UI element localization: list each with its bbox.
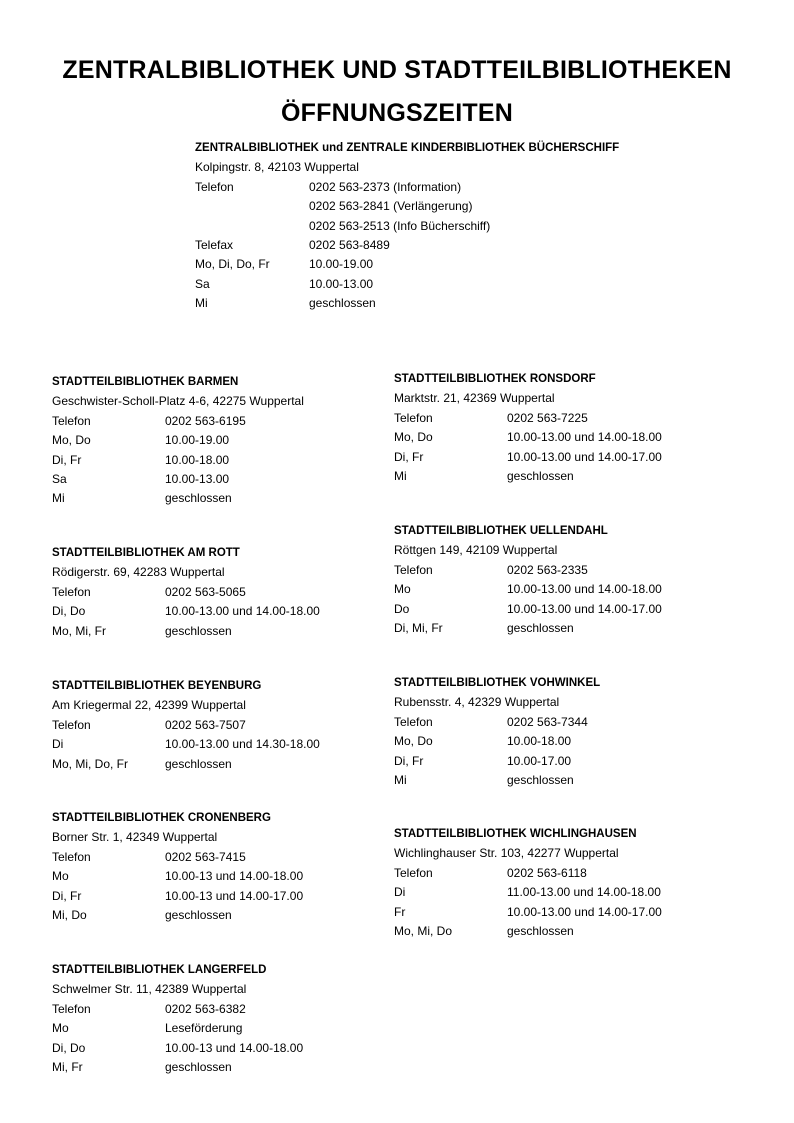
- library-address: Geschwister-Scholl-Platz 4-6, 42275 Wuppertal: [52, 394, 304, 409]
- hours-row: [195, 275, 619, 294]
- row-label: Telefon: [52, 717, 91, 732]
- hours-row: [52, 867, 303, 886]
- hours-row: [394, 448, 662, 467]
- row-label: Di, Do: [52, 604, 86, 619]
- row-value: 0202 563-2335: [507, 562, 588, 577]
- hours-row: [394, 561, 662, 580]
- library-heading: ZENTRALBIBLIOTHEK und ZENTRALE KINDERBIBLIOTHEK BÜCHERSCHIFF: [195, 142, 620, 154]
- hours-row: [52, 583, 320, 602]
- hours-row: [52, 716, 320, 735]
- row-value: 0202 563-6118: [507, 865, 587, 880]
- hours-row: [195, 178, 619, 197]
- hours-row: [52, 848, 303, 867]
- library-heading: STADTTEILBIBLIOTHEK BARMEN: [52, 376, 239, 388]
- row-value: 10.00-13.00: [309, 276, 374, 291]
- row-value: 10.00-13.00 und 14.00-17.00: [507, 904, 662, 919]
- row-label: Mi: [52, 491, 65, 506]
- library-block-zentralbibliothek: [195, 139, 619, 314]
- hours-row: [394, 713, 600, 732]
- row-value: geschlossen: [507, 773, 574, 788]
- hours-row: [394, 732, 600, 751]
- row-value: geschlossen: [165, 623, 232, 638]
- row-label: Mi, Do: [52, 908, 87, 923]
- library-block-langerfeld: [52, 961, 303, 1077]
- row-value: geschlossen: [309, 296, 376, 311]
- row-value: geschlossen: [507, 469, 574, 484]
- row-label: Telefon: [394, 714, 433, 729]
- hours-row: [195, 255, 619, 274]
- row-label: Fr: [394, 904, 406, 919]
- hours-row: [394, 922, 662, 941]
- library-block-barmen: [52, 373, 304, 509]
- row-value: 10.00-17.00: [507, 753, 572, 768]
- library-block-cronenberg: [52, 809, 303, 925]
- row-value: 10.00-13.00 und 14.00-18.00: [165, 604, 320, 619]
- row-value: Leseförderung: [165, 1021, 243, 1036]
- hours-row: [52, 755, 320, 774]
- row-label: Telefon: [52, 413, 91, 428]
- row-value: 0202 563-2841 (Verlängerung): [309, 199, 473, 214]
- hours-row: [52, 451, 304, 470]
- row-label: Telefon: [52, 849, 91, 864]
- row-value: 10.00-13.00 und 14.00-18.00: [507, 430, 662, 445]
- hours-row: [52, 489, 304, 508]
- hours-row: [52, 1039, 303, 1058]
- hours-row: [394, 883, 662, 902]
- row-label: Mo, Mi, Fr: [52, 623, 106, 638]
- hours-row: [52, 735, 320, 754]
- library-block-beyenburg: [52, 677, 320, 774]
- hours-row: [52, 1019, 303, 1038]
- library-address: Marktstr. 21, 42369 Wuppertal: [394, 391, 555, 406]
- row-label: Telefax: [195, 238, 234, 253]
- row-value: 10.00-13 und 14.00-18.00: [165, 1040, 304, 1055]
- row-value: 10.00-13.00: [165, 472, 230, 487]
- row-value: 0202 563-7507: [165, 717, 246, 732]
- row-value: 10.00-19.00: [309, 257, 374, 272]
- row-label: Mo, Do: [394, 734, 433, 749]
- row-value: geschlossen: [165, 491, 232, 506]
- hours-row: [195, 294, 619, 313]
- row-value: 0202 563-7225: [507, 410, 588, 425]
- library-address: Borner Str. 1, 42349 Wuppertal: [52, 830, 218, 845]
- hours-row: [394, 864, 662, 883]
- row-label: Mo, Do: [52, 433, 91, 448]
- row-value: 11.00-13.00 und 14.00-18.00: [507, 885, 661, 900]
- row-value: 10.00-13.00 und 14.00-18.00: [507, 582, 662, 597]
- row-label: Di, Fr: [52, 452, 82, 467]
- row-label: Mi: [195, 296, 208, 311]
- row-value: 10.00-13 und 14.00-17.00: [165, 888, 304, 903]
- library-heading: STADTTEILBIBLIOTHEK BEYENBURG: [52, 680, 262, 692]
- page-subtitle: ÖFFNUNGSZEITEN: [281, 99, 513, 127]
- row-value: 10.00-13.00 und 14.00-17.00: [507, 449, 662, 464]
- hours-row: [195, 197, 619, 216]
- row-label: Telefon: [52, 1001, 91, 1016]
- library-heading: STADTTEILBIBLIOTHEK WICHLINGHAUSEN: [394, 828, 637, 840]
- library-heading: STADTTEILBIBLIOTHEK CRONENBERG: [52, 812, 271, 824]
- hours-row: [394, 428, 662, 447]
- row-label: Di, Fr: [394, 449, 424, 464]
- row-value: 10.00-18.00: [165, 452, 230, 467]
- hours-row: [52, 906, 303, 925]
- row-label: Telefon: [394, 865, 433, 880]
- row-value: 0202 563-7344: [507, 714, 588, 729]
- hours-row: [52, 622, 320, 641]
- row-label: Di: [394, 885, 406, 900]
- row-label: Do: [394, 601, 410, 616]
- library-heading: STADTTEILBIBLIOTHEK UELLENDAHL: [394, 525, 608, 537]
- row-value: geschlossen: [165, 1060, 232, 1075]
- row-value: 0202 563-8489: [309, 238, 390, 253]
- page-title: ZENTRALBIBLIOTHEK UND STADTTEILBIBLIOTHEKEN: [62, 56, 732, 84]
- hours-row: [394, 409, 662, 428]
- row-value: geschlossen: [507, 621, 574, 636]
- row-label: Mo: [394, 582, 411, 597]
- hours-row: [52, 602, 320, 621]
- library-heading: STADTTEILBIBLIOTHEK RONSDORF: [394, 373, 596, 385]
- hours-row: [52, 431, 304, 450]
- library-heading: STADTTEILBIBLIOTHEK VOHWINKEL: [394, 677, 601, 689]
- library-block-wichlinghausen: [394, 825, 662, 941]
- row-label: Mi: [394, 469, 407, 484]
- row-label: Telefon: [52, 584, 91, 599]
- row-label: Sa: [52, 472, 67, 487]
- row-label: Di: [52, 737, 64, 752]
- library-address: Kolpingstr. 8, 42103 Wuppertal: [195, 160, 359, 175]
- hours-row: [394, 580, 662, 599]
- library-heading: STADTTEILBIBLIOTHEK AM ROTT: [52, 547, 240, 559]
- hours-row: [52, 412, 304, 431]
- library-block-ronsdorf: [394, 370, 662, 486]
- row-label: Mo, Mi, Do, Fr: [52, 756, 129, 771]
- row-label: Mo: [52, 869, 69, 884]
- row-label: Di, Fr: [52, 888, 82, 903]
- row-label: Telefon: [195, 179, 234, 194]
- library-address: Röttgen 149, 42109 Wuppertal: [394, 543, 558, 558]
- hours-row: [394, 619, 662, 638]
- row-value: geschlossen: [507, 924, 574, 939]
- row-value: 0202 563-2373 (Information): [309, 179, 462, 194]
- row-label: Mi, Fr: [52, 1060, 83, 1075]
- row-value: 10.00-19.00: [165, 433, 230, 448]
- row-label: Di, Do: [52, 1040, 86, 1055]
- hours-row: [195, 236, 619, 255]
- hours-row: [52, 1058, 303, 1077]
- library-address: Rödigerstr. 69, 42283 Wuppertal: [52, 565, 225, 580]
- row-value: 0202 563-7415: [165, 849, 246, 864]
- library-block-uellendahl: [394, 522, 662, 638]
- hours-row: [52, 887, 303, 906]
- row-label: Sa: [195, 276, 210, 291]
- row-value: 10.00-13 und 14.00-18.00: [165, 869, 304, 884]
- row-label: Mi: [394, 773, 407, 788]
- library-address: Schwelmer Str. 11, 42389 Wuppertal: [52, 982, 247, 997]
- row-value: 10.00-18.00: [507, 734, 572, 749]
- library-heading: STADTTEILBIBLIOTHEK LANGERFELD: [52, 964, 267, 976]
- hours-row: [394, 771, 600, 790]
- library-block-vohwinkel: [394, 674, 600, 790]
- library-address: Rubensstr. 4, 42329 Wuppertal: [394, 695, 560, 710]
- row-value: 0202 563-6195: [165, 413, 246, 428]
- library-block-am-rott: [52, 544, 320, 641]
- hours-row: [394, 903, 662, 922]
- row-value: 10.00-13.00 und 14.30-18.00: [165, 737, 320, 752]
- row-value: geschlossen: [165, 756, 232, 771]
- library-address: Am Kriegermal 22, 42399 Wuppertal: [52, 698, 246, 713]
- row-value: 0202 563-6382: [165, 1001, 246, 1016]
- row-value: 0202 563-2513 (Info Bücherschiff): [309, 218, 491, 233]
- row-label: Telefon: [394, 410, 433, 425]
- row-label: Mo, Mi, Do: [394, 924, 453, 939]
- row-label: Mo, Di, Do, Fr: [195, 257, 270, 272]
- row-label: Mo: [52, 1021, 69, 1036]
- row-label: Di, Mi, Fr: [394, 621, 443, 636]
- hours-row: [195, 217, 619, 236]
- hours-row: [52, 470, 304, 489]
- hours-row: [394, 752, 600, 771]
- row-value: 10.00-13.00 und 14.00-17.00: [507, 601, 662, 616]
- hours-row: [394, 467, 662, 486]
- row-label: Mo, Do: [394, 430, 433, 445]
- hours-row: [394, 600, 662, 619]
- library-address: Wichlinghauser Str. 103, 42277 Wuppertal: [394, 846, 619, 861]
- row-label: Telefon: [394, 562, 433, 577]
- row-value: geschlossen: [165, 908, 232, 923]
- row-value: 0202 563-5065: [165, 584, 246, 599]
- row-label: Di, Fr: [394, 753, 424, 768]
- hours-row: [52, 1000, 303, 1019]
